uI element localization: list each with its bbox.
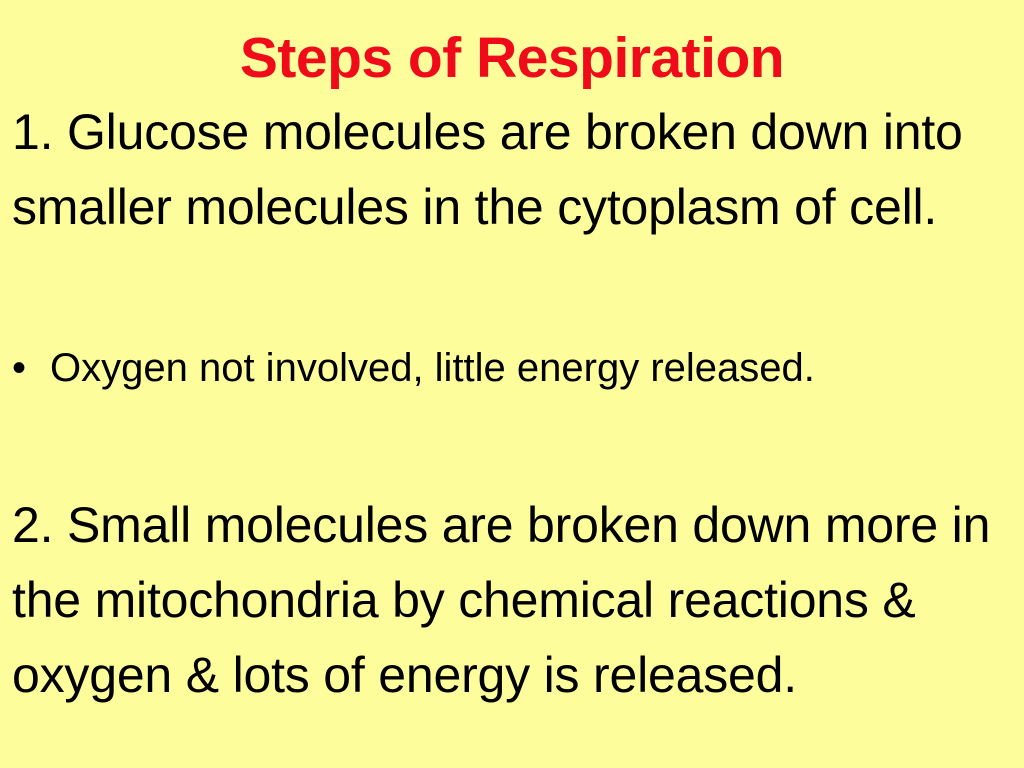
bullet-item (12, 333, 992, 403)
bullet-marker: • (12, 346, 27, 390)
step-2-text: 2. Small molecules are broken down more in the mitochondria by chemical reactions & oxygen & lots of energy is released. (12, 497, 991, 703)
step-1-text: 1. Glucose molecules are broken down into smaller molecules in the cytoplasm of cell. (12, 104, 963, 235)
slide-title: Steps of Respiration (239, 26, 785, 90)
bullet-text: Oxygen not involved, little energy released. (50, 346, 815, 390)
